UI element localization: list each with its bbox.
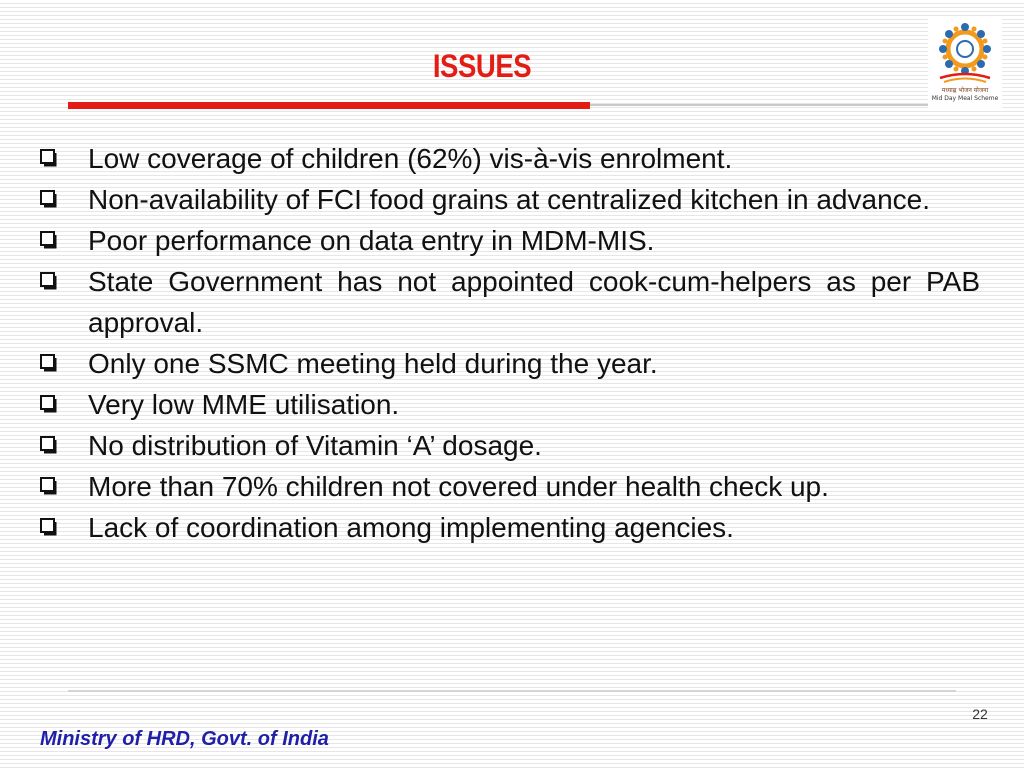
footer-ministry-label: Ministry of HRD, Govt. of India	[40, 728, 329, 750]
issues-list	[40, 138, 980, 548]
issue-text: Low coverage of children (62%) vis-à-vis enrolment.	[88, 143, 733, 174]
list-item	[40, 507, 980, 548]
issue-text: State Government has not appointed cook-cum-helpers as per PAB approval.	[88, 266, 980, 338]
issue-text: Very low MME utilisation.	[88, 389, 400, 420]
hollow-square-bullet-icon	[40, 518, 59, 537]
list-item	[40, 138, 980, 179]
hollow-square-bullet-icon	[40, 354, 59, 373]
list-item	[40, 384, 980, 425]
logo-caption-english: Mid Day Meal Scheme	[931, 95, 999, 102]
hollow-square-bullet-icon	[40, 436, 59, 455]
slide-title: ISSUES	[432, 48, 532, 84]
issue-text: No distribution of Vitamin ‘A’ dosage.	[88, 430, 542, 461]
list-item	[40, 261, 980, 343]
footer-divider	[68, 690, 956, 692]
title-underline-red	[68, 102, 590, 109]
issue-text: Non-availability of FCI food grains at centralized kitchen in advance.	[88, 184, 930, 215]
list-item	[40, 343, 980, 384]
list-item	[40, 220, 980, 261]
hollow-square-bullet-icon	[40, 190, 59, 209]
hollow-square-bullet-icon	[40, 395, 59, 414]
issue-text: More than 70% children not covered under health check up.	[88, 471, 829, 502]
list-item	[40, 179, 980, 220]
hollow-square-bullet-icon	[40, 231, 59, 250]
issue-text: Only one SSMC meeting held during the year.	[88, 348, 658, 379]
list-item	[40, 466, 980, 507]
hollow-square-bullet-icon	[40, 477, 59, 496]
title-underline-gray	[590, 104, 928, 106]
issue-text: Lack of coordination among implementing agencies.	[88, 512, 734, 543]
hollow-square-bullet-icon	[40, 149, 59, 168]
mid-day-meal-logo	[928, 16, 1002, 108]
issue-text: Poor performance on data entry in MDM-MIS.	[88, 225, 655, 256]
list-item	[40, 425, 980, 466]
page-number: 22	[972, 706, 988, 722]
hollow-square-bullet-icon	[40, 272, 59, 291]
logo-caption-hindi: मध्याह्न भोजन योजना	[941, 87, 989, 94]
logo-emblem-icon	[928, 16, 1002, 86]
